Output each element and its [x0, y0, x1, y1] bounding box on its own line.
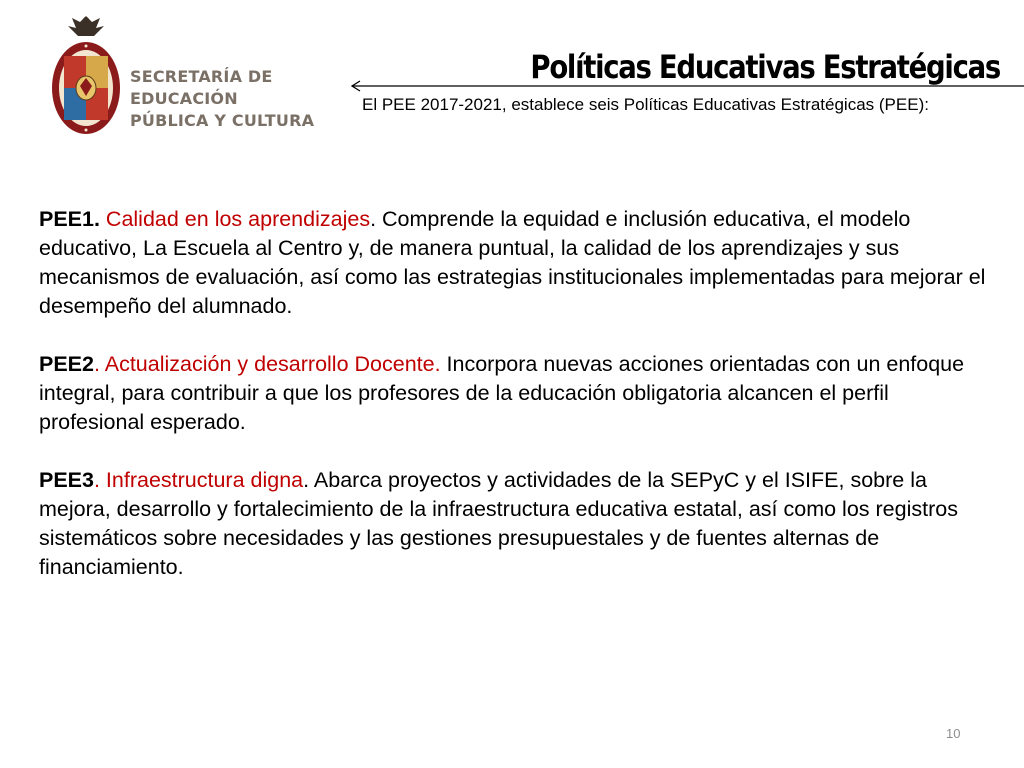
policies-list — [39, 205, 999, 611]
policy-description: . Comprende la equidad e inclusión educativa, el modelo educativo, La Escuela al Centro y, de manera puntual, la calidad de los aprendizajes y sus mecanismos de evaluación, así como las estrategias institucionales implementadas para mejorar el desempeño del alumnado. — [39, 207, 986, 318]
policy-description: . Abarca proyectos y actividades de la SEPyC y el ISIFE, sobre la mejora, desarrollo y fortalecimiento de la infraestructura educativa estatal, así como los registros sistemáticos sobre necesidades y las gestiones presupuestales y de fuentes alternas de financiamiento. — [39, 468, 958, 579]
policy-description: Incorpora nuevas acciones orientadas con un enfoque integral, para contribuir a que los profesores de la educación obligatoria alcancen el perfil profesional esperado. — [39, 352, 965, 434]
policy-name: Calidad en los aprendizajes — [99, 207, 371, 231]
institution-name — [130, 66, 314, 132]
policy-name: . Infraestructura digna — [93, 468, 304, 492]
slide-subtitle: El PEE 2017-2021, establece seis Políticas Educativas Estratégicas (PEE): — [362, 95, 929, 114]
policy-code: PEE1. — [39, 207, 100, 231]
policy-code: PEE3 — [39, 468, 94, 492]
page-number: 10 — [946, 726, 961, 741]
institution-name-line-1: SECRETARÍA DE — [130, 67, 273, 86]
slide-title: Políticas Educativas Estratégicas — [530, 48, 1000, 86]
policy-item — [39, 466, 999, 582]
title-arrow-rule — [350, 79, 1024, 93]
policy-item — [39, 205, 999, 321]
institution-name-line-2: EDUCACIÓN — [130, 89, 238, 108]
institution-name-line-3: PÚBLICA Y CULTURA — [130, 111, 315, 130]
policy-name: . Actualización y desarrollo Docente. — [93, 352, 441, 376]
policy-code: PEE2 — [39, 352, 94, 376]
coat-of-arms-seal — [50, 12, 122, 136]
policy-item — [39, 350, 999, 437]
